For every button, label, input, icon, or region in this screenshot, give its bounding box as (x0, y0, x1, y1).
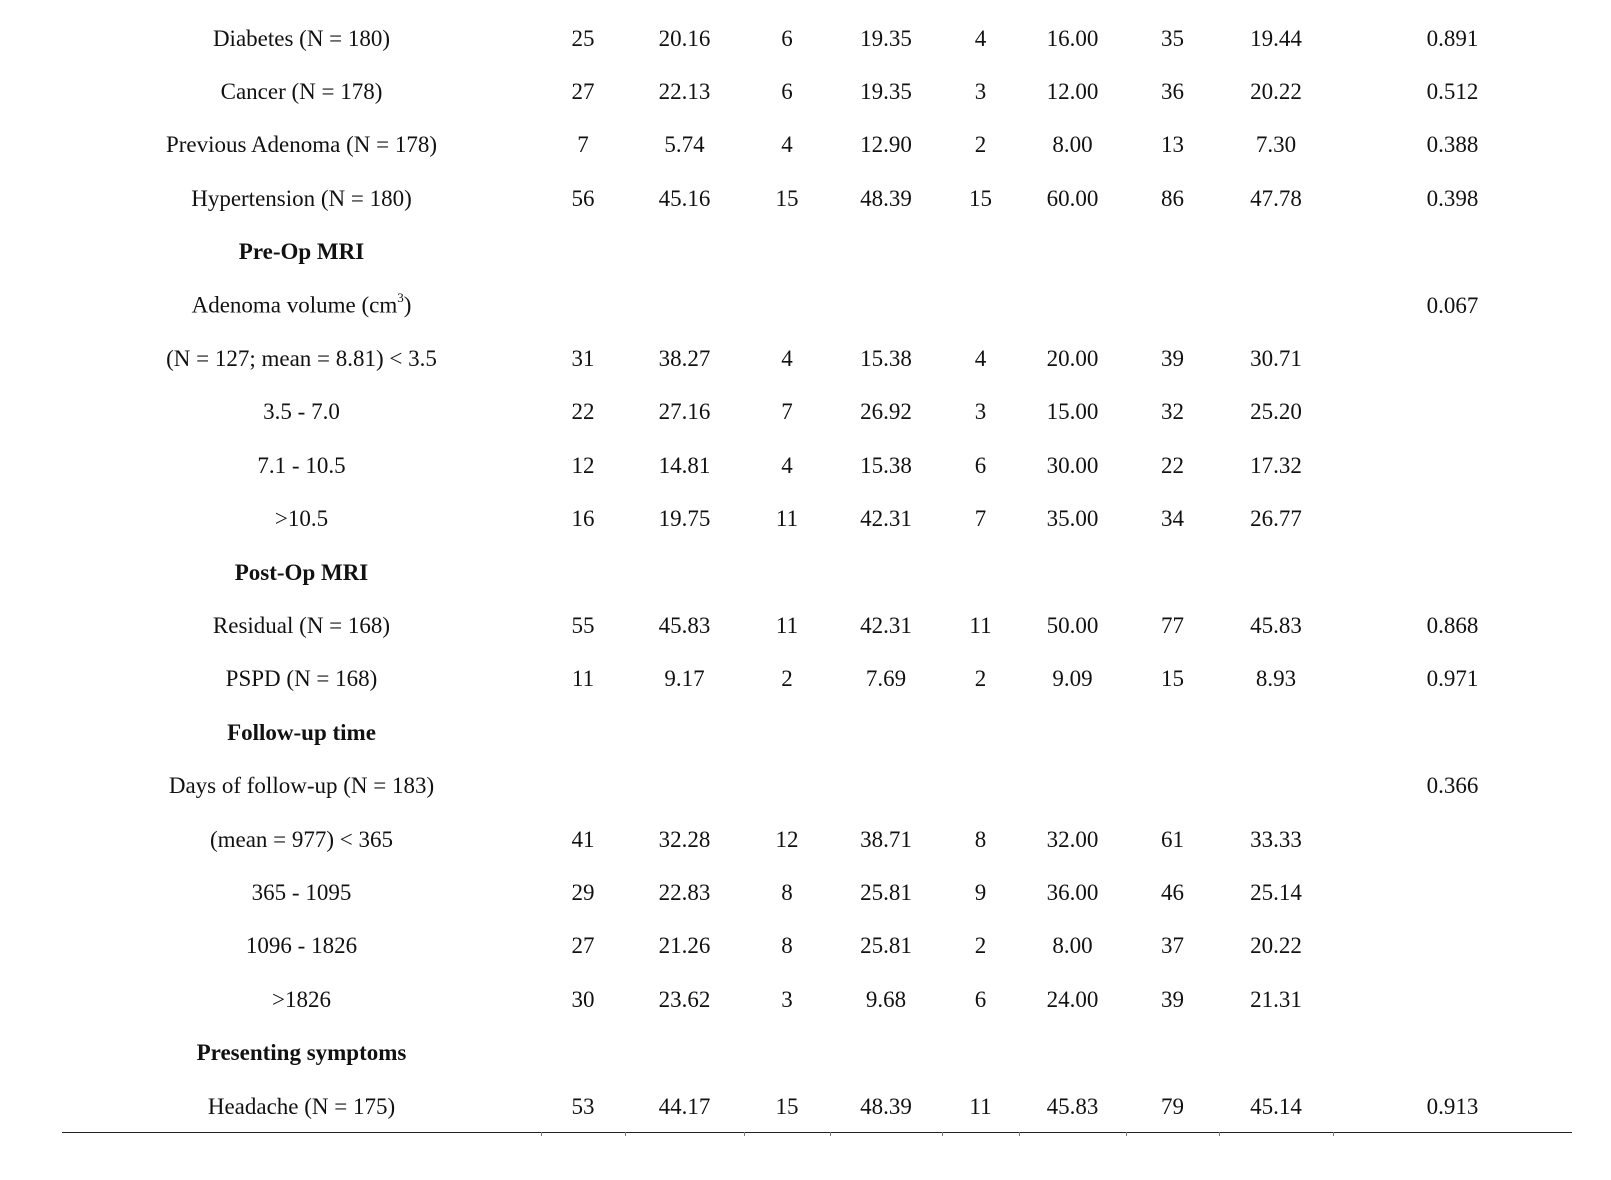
table-cell: 2 (974, 132, 987, 158)
row-label (62, 866, 541, 919)
table-cell: 21.26 (658, 933, 711, 959)
table-cell: 2 (781, 666, 793, 692)
table-cell: 45.16 (658, 185, 711, 211)
table-cell: 45.83 (1046, 1093, 1099, 1119)
table-cell (1219, 279, 1333, 332)
table-cell (830, 546, 942, 599)
row-label-text: (N = 127; mean = 8.81) < 3.5 (166, 346, 437, 372)
table-cell (1126, 226, 1219, 279)
p-value-cell: 0.388 (1426, 132, 1479, 158)
table-cell: 14.81 (658, 452, 711, 478)
table-cell (625, 759, 744, 812)
table-cell: 25.14 (1250, 879, 1302, 905)
table-cell: 20.22 (1250, 933, 1302, 959)
row-label-text: >1826 (272, 986, 331, 1012)
table-cell (744, 226, 830, 279)
section-label (62, 1026, 541, 1079)
table-cell: 20.22 (1250, 79, 1302, 105)
table-cell: 7 (577, 132, 589, 158)
row-label-text: PSPD (N = 168) (225, 666, 378, 692)
row-label-text: Residual (N = 168) (212, 612, 391, 638)
row-label-text: (mean = 977) < 365 (209, 826, 394, 852)
table-cell: 39 (1161, 346, 1184, 372)
p-value-cell (1333, 706, 1572, 759)
table-row (62, 653, 1572, 706)
table-cell: 61 (1161, 826, 1184, 852)
table-cell: 16.00 (1046, 25, 1099, 51)
row-label (62, 493, 541, 546)
table-row (62, 119, 1572, 172)
table-cell (942, 546, 1019, 599)
table-cell: 15.38 (860, 346, 912, 372)
p-value-cell: 0.913 (1426, 1093, 1479, 1119)
section-label (62, 546, 541, 599)
table-cell: 19.44 (1250, 25, 1302, 51)
section-header-row (62, 546, 1572, 599)
row-label (62, 973, 541, 1026)
table-cell: 30.00 (1046, 452, 1099, 478)
table-cell: 15 (775, 1093, 799, 1119)
row-label-text: >10.5 (274, 506, 329, 532)
table-cell (541, 279, 625, 332)
table-cell (1019, 706, 1126, 759)
column-tick (1126, 1132, 1127, 1136)
table-cell (744, 546, 830, 599)
table-cell: 3 (974, 399, 987, 425)
section-header-row (62, 706, 1572, 759)
table-cell (1219, 1026, 1333, 1079)
column-tick (1219, 1132, 1220, 1136)
table-cell: 39 (1161, 986, 1184, 1012)
table-cell: 6 (974, 452, 987, 478)
table-cell: 6 (781, 25, 793, 51)
table-cell: 15 (1161, 666, 1184, 692)
column-tick (541, 1132, 542, 1136)
p-value-cell (1333, 226, 1572, 279)
table-cell (744, 706, 830, 759)
table-cell: 12 (571, 452, 595, 478)
table-cell: 32.00 (1046, 826, 1099, 852)
table-row (62, 332, 1572, 385)
p-value-cell (1333, 866, 1572, 919)
table-cell (830, 1026, 942, 1079)
table-cell (1126, 706, 1219, 759)
table-cell: 7 (974, 506, 987, 532)
table-cell: 46 (1161, 879, 1184, 905)
table-cell: 35.00 (1046, 506, 1099, 532)
table-cell (744, 759, 830, 812)
table-cell: 24.00 (1046, 986, 1099, 1012)
table-cell (541, 759, 625, 812)
row-label (62, 279, 541, 332)
table-cell: 47.78 (1250, 185, 1302, 211)
table-cell: 26.77 (1250, 506, 1302, 532)
table-row (62, 386, 1572, 439)
table-cell: 37 (1161, 933, 1184, 959)
row-label (62, 1080, 541, 1133)
table-cell (541, 1026, 625, 1079)
table-cell: 50.00 (1046, 612, 1099, 638)
table-cell: 2 (974, 933, 987, 959)
table-cell: 4 (781, 132, 793, 158)
table-cell: 45.83 (1250, 612, 1302, 638)
table-cell: 42.31 (860, 612, 912, 638)
table-cell (1126, 1026, 1219, 1079)
row-label (62, 12, 541, 65)
row-label-text: Headache (N = 175) (207, 1093, 396, 1119)
row-label-text: Pre-Op MRI (238, 239, 365, 265)
table-cell (625, 279, 744, 332)
table-cell: 55 (571, 612, 595, 638)
table-container (62, 12, 1572, 1133)
table-cell: 5.74 (664, 132, 705, 158)
table-cell: 53 (571, 1093, 595, 1119)
table-cell: 44.17 (658, 1093, 711, 1119)
table-cell (942, 226, 1019, 279)
table-cell (1126, 546, 1219, 599)
row-label-text: Diabetes (N = 180) (212, 25, 391, 51)
table-cell: 8 (781, 933, 793, 959)
p-value-cell: 0.366 (1426, 773, 1479, 799)
table-cell (744, 279, 830, 332)
table-cell (942, 759, 1019, 812)
section-label (62, 226, 541, 279)
table-cell: 11 (775, 506, 799, 532)
table-cell: 21.31 (1250, 986, 1302, 1012)
table-cell (1019, 226, 1126, 279)
table-cell: 27 (571, 79, 595, 105)
row-label-text: Hypertension (N = 180) (191, 185, 412, 211)
table-cell: 29 (571, 879, 595, 905)
row-label-text: Days of follow-up (N = 183) (168, 773, 435, 799)
table-cell: 48.39 (860, 185, 912, 211)
table-cell: 12.00 (1046, 79, 1099, 105)
table-cell: 11 (969, 612, 992, 638)
table-cell: 22 (1161, 452, 1184, 478)
table-cell: 3 (781, 986, 793, 1012)
row-label-text: Post-Op MRI (234, 559, 369, 585)
table-cell (1219, 706, 1333, 759)
p-value-cell (1333, 386, 1572, 439)
table-cell: 4 (781, 346, 793, 372)
table-cell: 9 (974, 879, 987, 905)
table-cell: 4 (974, 25, 987, 51)
p-value-cell (1333, 920, 1572, 973)
p-value-cell (1333, 813, 1572, 866)
table-cell: 38.27 (658, 346, 711, 372)
table-cell: 22.83 (658, 879, 711, 905)
column-tick (625, 1132, 626, 1136)
table-cell: 9.68 (865, 986, 907, 1012)
row-label-tail: ) (403, 292, 412, 318)
table-cell (1019, 546, 1126, 599)
table-cell: 8.00 (1052, 933, 1093, 959)
table-cell: 45.14 (1250, 1093, 1302, 1119)
p-value-cell (1333, 973, 1572, 1026)
table-cell: 31 (571, 346, 595, 372)
table-cell: 23.62 (658, 986, 711, 1012)
table-cell: 17.32 (1250, 452, 1302, 478)
table-cell: 3 (974, 79, 987, 105)
row-label-text: 7.1 - 10.5 (257, 452, 346, 478)
row-label-text: Previous Adenoma (N = 178) (165, 132, 438, 158)
table-cell: 15 (969, 185, 992, 211)
table-cell: 19.35 (860, 79, 912, 105)
table-cell (942, 279, 1019, 332)
table-cell (830, 759, 942, 812)
column-tick (1019, 1132, 1020, 1136)
row-label (62, 653, 541, 706)
table-cell: 20.00 (1046, 346, 1099, 372)
table-cell: 15.38 (860, 452, 912, 478)
table-cell: 7 (781, 399, 793, 425)
table-cell: 15 (775, 185, 799, 211)
table-cell (830, 279, 942, 332)
table-cell (1019, 1026, 1126, 1079)
table-cell (830, 226, 942, 279)
row-label (62, 386, 541, 439)
table-cell (1219, 759, 1333, 812)
table-cell: 41 (571, 826, 595, 852)
column-tick (942, 1132, 943, 1136)
table-cell (830, 706, 942, 759)
table-cell: 11 (775, 612, 799, 638)
table-cell: 11 (571, 666, 595, 692)
column-tick (1333, 1132, 1334, 1136)
row-label-text: Adenoma volume (cm (191, 292, 398, 318)
table-cell: 35 (1161, 25, 1184, 51)
table-cell: 32.28 (658, 826, 711, 852)
table-cell (744, 1026, 830, 1079)
p-value-cell (1333, 1026, 1572, 1079)
row-label-text: Follow-up time (227, 719, 376, 745)
table-cell: 25 (571, 25, 595, 51)
table-cell: 26.92 (860, 399, 912, 425)
table-cell: 11 (969, 1093, 992, 1119)
table-cell (541, 706, 625, 759)
table-cell: 8 (974, 826, 987, 852)
table-body (62, 12, 1572, 1133)
row-label-text: Cancer (N = 178) (220, 79, 383, 105)
row-label (62, 65, 541, 118)
table-cell: 6 (781, 79, 793, 105)
column-tick (744, 1132, 745, 1136)
row-label (62, 920, 541, 973)
table-cell: 42.31 (860, 506, 912, 532)
p-value-cell: 0.868 (1426, 612, 1479, 638)
row-label (62, 599, 541, 652)
unit-superscript: 3 (397, 290, 404, 306)
table-row (62, 493, 1572, 546)
table-cell: 13 (1161, 132, 1184, 158)
table-cell: 86 (1161, 185, 1184, 211)
table-row (62, 599, 1572, 652)
p-value-cell (1333, 493, 1572, 546)
row-label-text: 365 - 1095 (251, 879, 352, 905)
table-cell: 48.39 (860, 1093, 912, 1119)
table-row (62, 12, 1572, 65)
table-cell: 4 (974, 346, 987, 372)
p-value-cell: 0.971 (1426, 666, 1479, 692)
table-cell: 33.33 (1250, 826, 1302, 852)
section-header-row (62, 1026, 1572, 1079)
table-cell: 36.00 (1046, 879, 1099, 905)
table-cell (1019, 279, 1126, 332)
table-cell (625, 706, 744, 759)
table-row (62, 439, 1572, 492)
table-cell: 60.00 (1046, 185, 1099, 211)
table-cell: 8.00 (1052, 132, 1093, 158)
table-cell (942, 1026, 1019, 1079)
p-value-cell: 0.067 (1426, 292, 1479, 318)
table-cell: 6 (974, 986, 987, 1012)
table-cell: 15.00 (1046, 399, 1099, 425)
row-label-text: 1096 - 1826 (245, 933, 358, 959)
table-cell: 25.20 (1250, 399, 1302, 425)
row-label (62, 759, 541, 812)
table-row (62, 1080, 1572, 1133)
section-header-row (62, 226, 1572, 279)
column-tick (830, 1132, 831, 1136)
table-row (62, 866, 1572, 919)
table-cell: 30.71 (1250, 346, 1302, 372)
table-cell (541, 226, 625, 279)
table-cell: 19.75 (658, 506, 711, 532)
p-value-cell (1333, 546, 1572, 599)
p-value-cell: 0.512 (1426, 79, 1479, 105)
table-cell: 22 (571, 399, 595, 425)
table-cell: 34 (1161, 506, 1184, 532)
table-cell: 9.09 (1052, 666, 1093, 692)
table-cell (1019, 759, 1126, 812)
table-cell: 45.83 (658, 612, 711, 638)
table-row (62, 172, 1572, 225)
table-cell: 9.17 (664, 666, 705, 692)
table-cell: 8 (781, 879, 793, 905)
table-cell: 7.69 (865, 666, 907, 692)
row-label-text: 3.5 - 7.0 (263, 399, 340, 425)
row-label-text: Presenting symptoms (196, 1040, 407, 1066)
table-cell: 25.81 (860, 933, 912, 959)
table-cell (625, 1026, 744, 1079)
table-cell (541, 546, 625, 599)
table-cell: 7.30 (1255, 132, 1297, 158)
table-cell (1219, 226, 1333, 279)
table-row (62, 973, 1572, 1026)
table-cell: 4 (781, 452, 793, 478)
table-cell (1126, 279, 1219, 332)
table-bottom-rule (62, 1132, 1572, 1133)
table-row (62, 920, 1572, 973)
table-cell: 2 (974, 666, 987, 692)
p-value-cell: 0.891 (1426, 25, 1479, 51)
table-cell (625, 546, 744, 599)
table-cell: 12 (775, 826, 799, 852)
row-label (62, 439, 541, 492)
table-cell: 20.16 (658, 25, 711, 51)
row-label (62, 172, 541, 225)
table-cell: 27 (571, 933, 595, 959)
table-cell (942, 706, 1019, 759)
data-table (62, 12, 1572, 1133)
p-value-cell (1333, 332, 1572, 385)
table-cell (1126, 759, 1219, 812)
table-cell: 56 (571, 185, 595, 211)
table-cell: 77 (1161, 612, 1184, 638)
row-label (62, 813, 541, 866)
table-cell (1219, 546, 1333, 599)
table-cell: 12.90 (860, 132, 912, 158)
table-cell: 32 (1161, 399, 1184, 425)
table-cell (625, 226, 744, 279)
row-label (62, 332, 541, 385)
table-row (62, 813, 1572, 866)
table-row (62, 65, 1572, 118)
p-value-cell (1333, 439, 1572, 492)
table-cell: 36 (1161, 79, 1184, 105)
section-label (62, 706, 541, 759)
table-row (62, 759, 1572, 812)
table-row (62, 279, 1572, 332)
row-label (62, 119, 541, 172)
table-cell: 38.71 (860, 826, 912, 852)
table-cell: 8.93 (1255, 666, 1297, 692)
table-cell: 25.81 (860, 879, 912, 905)
table-cell: 16 (571, 506, 595, 532)
p-value-cell: 0.398 (1426, 185, 1479, 211)
table-cell: 79 (1161, 1093, 1184, 1119)
table-cell: 27.16 (658, 399, 711, 425)
table-cell: 19.35 (860, 25, 912, 51)
table-cell: 30 (571, 986, 595, 1012)
table-cell: 22.13 (658, 79, 711, 105)
